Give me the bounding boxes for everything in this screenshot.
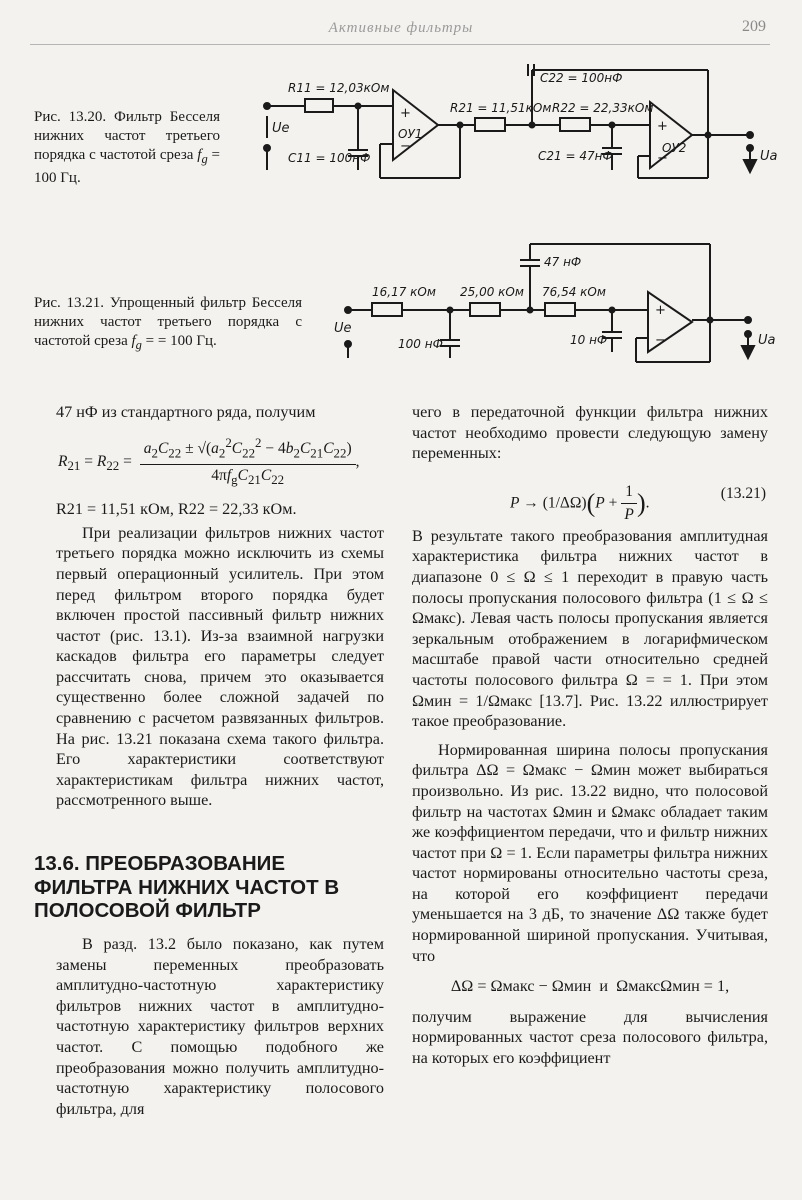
svg-text:+: + [400, 106, 411, 121]
fig20-ue-label: Ue [272, 121, 290, 136]
fig21-rc-label: 76,54 кОм [542, 285, 606, 299]
page-number: 209 [742, 18, 766, 35]
svg-text:−: − [400, 139, 411, 154]
right-paragraph-4: получим выражение для вычисления нормированных частот среза полосового фильтра, на которых его коэффициент [412, 1007, 768, 1068]
equation-number: (13.21) [720, 484, 766, 502]
figure-13-21-circuit [330, 240, 780, 370]
left-line-1: 47 нФ из стандартного ряда, получим [56, 403, 316, 421]
fig21-ctop-label: 47 нФ [544, 255, 582, 269]
running-title: Активные фильтры [328, 20, 474, 36]
fig20-c11-label: C11 = 100нФ [288, 151, 371, 165]
fig20-c21-label: C21 = 47нФ [538, 149, 613, 163]
fig20-r22-label: R22 = 22,33кОм [552, 101, 654, 115]
section-heading: 13.6. ПРЕОБРАЗОВАНИЕ ФИЛЬТРА НИЖНИХ ЧАСТОТ В ПОЛОСОВОЙ ФИЛЬТР [34, 852, 340, 922]
fig21-ra-label: 16,17 кОм [372, 285, 436, 299]
figure-13-20-caption: Рис. 13.20. Фильтр Бесселя нижних частот третьего порядка с частотой среза $f_g = 100$ Гц. [34, 109, 221, 186]
left-result: R21 = 11,51 кОм, R22 = 22,33 кОм. [56, 500, 297, 519]
fig20-ou2-label: ОУ2 [662, 141, 687, 155]
fig20-c22-label: C22 = 100нФ [540, 71, 623, 85]
fig20-ua-label: Ua [760, 149, 778, 164]
figure-13-20-circuit [250, 60, 780, 185]
fig20-ou1-label: ОУ1 [398, 127, 423, 141]
left-paragraph-2: В разд. 13.2 было показано, как путем замены переменных преобразовать амплитудно-частотную характеристику фильтров нижних частот в амплитудно-частотную характеристику фильтров верхних частот. С помощью подобного же преобразования можно получить амплитудно-частотную характеристику полосового фильтра, для [56, 935, 384, 1118]
fig20-r21-label: R21 = 11,51кОм [450, 101, 552, 115]
fig21-ua-label: Ua [758, 333, 776, 348]
right-paragraph-2: В результате такого преобразования амплитудная характеристика фильтра нижних частот в диапазоне 0 ≤ Ω ≤ 1 переходит в правую часть полосы пропускания полосового фильтра (1 ≤ Ω ≤ Ωмакс). Левая часть полосы пропускания является зеркальным отображением в логарифмическом масштабе правой части относительно средней частоты полосового фильтра Ω = = 1. При этом Ωмин = 1/Ωмакс [13.7]. Рис. 13.22 иллюстрирует такое преобразование. [412, 526, 768, 731]
svg-text:−: − [657, 151, 668, 166]
right-equation-2: ΔΩ = Ωмакс − Ωмин и ΩмаксΩмин = 1, [450, 977, 730, 996]
equation-r21-r22: $R_{21} = R_{22}$ = $\frac{a_2C_{22} \pm √(a_2^2C_{22}^2 - 4b_2C_{21}C_{22})}{4\pi f_gC_{21}C_{22}}$ , [58, 434, 360, 488]
fig21-rb-label: 25,00 кОм [460, 285, 524, 299]
fig21-ue-label: Ue [334, 321, 352, 336]
header-rule [30, 44, 770, 45]
right-paragraph-3: Нормированная ширина полосы пропускания фильтра ΔΩ = Ωмакс − Ωмин может выбираться произвольно. Из рис. 13.22 видно, что полосовой фильтр на частотах Ωмин и Ωмакс обладает таким же коэффициентом передачи, что и фильтр нижних частот при Ω = 1. Если параметры фильтра нижних частот нормированы относительно частоты среза, на которой его коэффициент передачи уменьшается на 3 дБ, то значение ΔΩ также будет нормированной шириной пропускания. Учитывая, что [412, 740, 768, 965]
figure-13-21-caption: Рис. 13.21. Упрощенный фильтр Бесселя нижних частот третьего порядка с частотой среза $f_g$ = = 100 Гц. [34, 295, 302, 352]
right-column [412, 402, 768, 1069]
left-column [56, 402, 384, 811]
fig21-cb-label: 10 нФ [570, 333, 608, 347]
svg-text:+: + [655, 303, 666, 318]
svg-text:−: − [655, 333, 666, 348]
left-paragraph-1: При реализации фильтров нижних частот третьего порядка можно исключить из схемы первый операционный усилитель. При этом перед фильтром второго порядка будет включен простой пассивный фильтр нижних частот (рис. 13.1). Из-за взаимной нагрузки каскадов фильтра его параметры следует рассчитать снова, причем это оказывается существенно более сложной задачей по сравнению с расчетом развязанных фильтров. На рис. 13.21 показана схема такого фильтра. Его характеристики соответствуют характеристикам фильтра нижних частот, рассмотренного выше. [56, 523, 384, 810]
fig20-r11-label: R11 = 12,03кОм [288, 81, 390, 95]
right-paragraph-1: чего в передаточной функции фильтра нижних частот необходимо провести следующую замену переменных: [412, 403, 768, 463]
equation-13-21: P → (1/ΔΩ)(P + $\frac{1}{P}$ ). (13.21) [510, 482, 766, 524]
left-paragraph-2-block [56, 934, 384, 1119]
svg-text:+: + [657, 119, 668, 134]
fig21-ca-label: 100 нФ [398, 337, 443, 351]
